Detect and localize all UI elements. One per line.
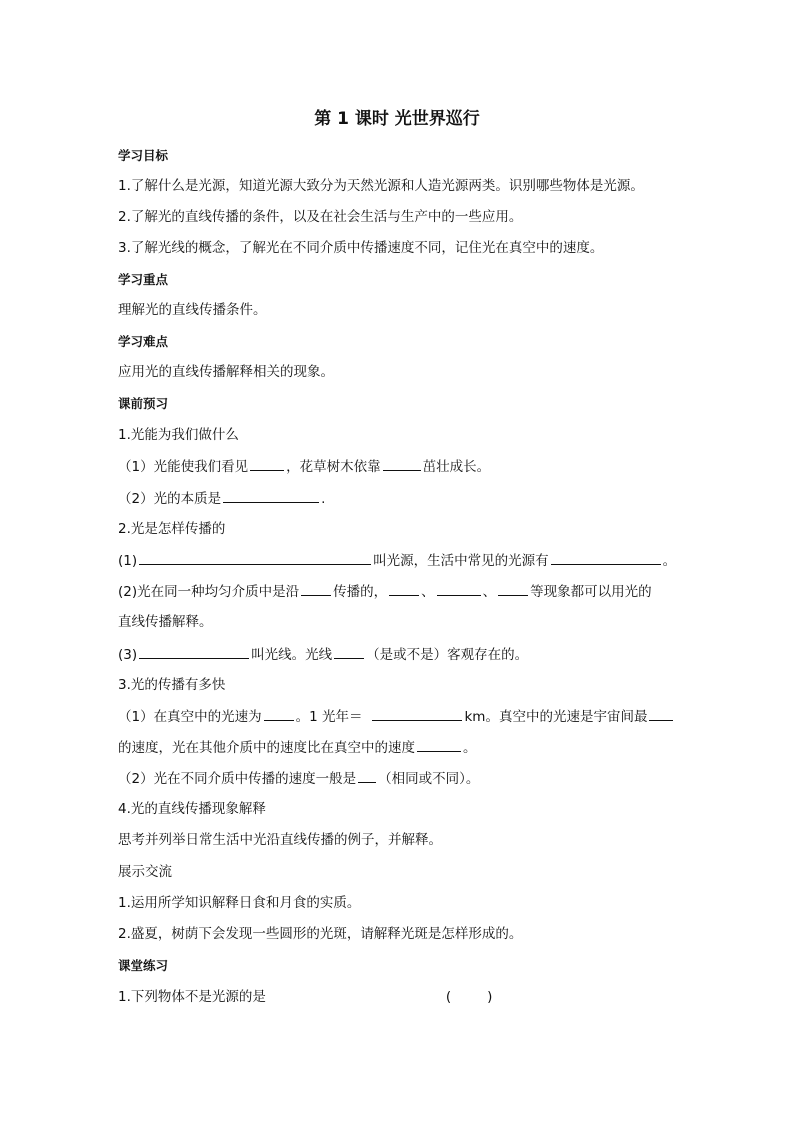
q1-1-text-b: ，花草树木依靠: [286, 459, 381, 475]
difficulty-heading: 学习难点: [118, 334, 169, 349]
goals-heading: 学习目标: [118, 148, 169, 163]
paren-open: (: [445, 989, 452, 1005]
goal-1: 1.了解什么是光源，知道光源大致分为天然光源和人造光源两类。识别哪些物体是光源。: [118, 178, 644, 194]
question-3-1: [118, 706, 675, 727]
question-3-1-cont: [118, 737, 477, 758]
preview-heading: 课前预习: [118, 396, 169, 411]
q2-2-sep-2: 、: [482, 584, 497, 600]
fill-blank[interactable]: [264, 706, 294, 721]
key-text: 理解光的直线传播条件。: [118, 302, 267, 318]
q3-1-text-c: km。真空中的光速是宇宙间最: [464, 709, 648, 725]
show-item-1: 1.运用所学知识解释日食和月食的实质。: [118, 895, 361, 911]
q2-1-text-c: 。: [662, 553, 677, 569]
q3-2-text-b: （相同或不同）。: [378, 771, 480, 787]
q2-3-text-a: (3): [118, 647, 138, 663]
q2-2-sep-1: 、: [421, 584, 435, 600]
question-2-3: [118, 644, 528, 665]
question-2-2: [118, 581, 652, 602]
fill-blank[interactable]: [223, 488, 319, 503]
paren-close: ): [487, 989, 493, 1005]
goal-3: 3.了解光线的概念，了解光在不同介质中传播速度不同，记住光在真空中的速度。: [118, 240, 604, 256]
fill-blank[interactable]: [334, 644, 364, 659]
practice-item-1: [118, 987, 492, 1007]
page-title: 第 1 课时 光世界巡行: [314, 109, 480, 129]
fill-blank[interactable]: [649, 706, 673, 721]
q3-2-text-a: （2）光在不同介质中传播的速度一般是: [118, 771, 357, 787]
q3-1-text-a: （1）在真空中的光速为: [118, 709, 262, 725]
show-item-2: 2.盛夏，树荫下会发现一些圆形的光斑，请解释光斑是怎样形成的。: [118, 926, 523, 942]
q1-2-text-b: .: [321, 491, 326, 507]
fill-blank[interactable]: [301, 581, 331, 596]
fill-blank[interactable]: [139, 644, 249, 659]
fill-blank[interactable]: [417, 737, 461, 752]
question-4-text: 思考并列举日常生活中光沿直线传播的例子，并解释。: [118, 832, 442, 848]
q1-2-text-a: （2）光的本质是: [118, 491, 222, 507]
question-2-2-cont: 直线传播解释。: [118, 614, 213, 630]
question-1-2: [118, 488, 325, 509]
q2-3-text-c: （是或不是）客观存在的。: [366, 647, 529, 663]
q2-2-text-c: 等现象都可以用光的: [530, 584, 652, 600]
q2-1-text-b: 叫光源，生活中常见的光源有: [373, 553, 549, 569]
question-4-title: 4.光的直线传播现象解释: [118, 801, 266, 817]
q3-1-text-b: 。1 光年＝: [295, 709, 363, 725]
q1-1-text-a: （1）光能使我们看见: [118, 459, 249, 475]
difficulty-text: 应用光的直线传播解释相关的现象。: [118, 364, 334, 380]
question-2-title: 2.光是怎样传播的: [118, 521, 226, 537]
q2-1-text-a: (1): [118, 553, 138, 569]
q3-1-text-e: 。: [463, 740, 477, 756]
fill-blank[interactable]: [498, 581, 528, 596]
fill-blank[interactable]: [358, 768, 376, 783]
question-1-1: [118, 456, 490, 477]
fill-blank[interactable]: [437, 581, 481, 596]
question-1-title: 1.光能为我们做什么: [118, 427, 239, 443]
goal-2: 2.了解光的直线传播的条件，以及在社会生活与生产中的一些应用。: [118, 209, 523, 225]
q2-2-text-a: (2)光在同一种均匀介质中是沿: [118, 584, 300, 600]
question-3-title: 3.光的传播有多快: [118, 677, 226, 693]
fill-blank[interactable]: [389, 581, 419, 596]
practice-heading: 课堂练习: [118, 958, 169, 973]
fill-blank[interactable]: [372, 706, 462, 721]
q2-2-text-b: 传播的，: [333, 584, 388, 600]
fill-blank[interactable]: [383, 456, 421, 471]
key-heading: 学习重点: [118, 272, 169, 287]
q2-3-text-b: 叫光线。光线: [251, 647, 333, 663]
question-2-1: [118, 550, 676, 571]
q1-1-text-c: 茁壮成长。: [422, 459, 491, 475]
practice-1-text: 1.下列物体不是光源的是: [118, 989, 266, 1005]
show-heading: 展示交流: [118, 864, 172, 880]
q3-1-text-d: 的速度，光在其他介质中的速度比在真空中的速度: [118, 740, 415, 756]
fill-blank[interactable]: [551, 550, 661, 565]
answer-bracket[interactable]: [446, 987, 493, 1007]
fill-blank[interactable]: [139, 550, 371, 565]
question-3-2: [118, 768, 479, 789]
fill-blank[interactable]: [250, 456, 284, 471]
